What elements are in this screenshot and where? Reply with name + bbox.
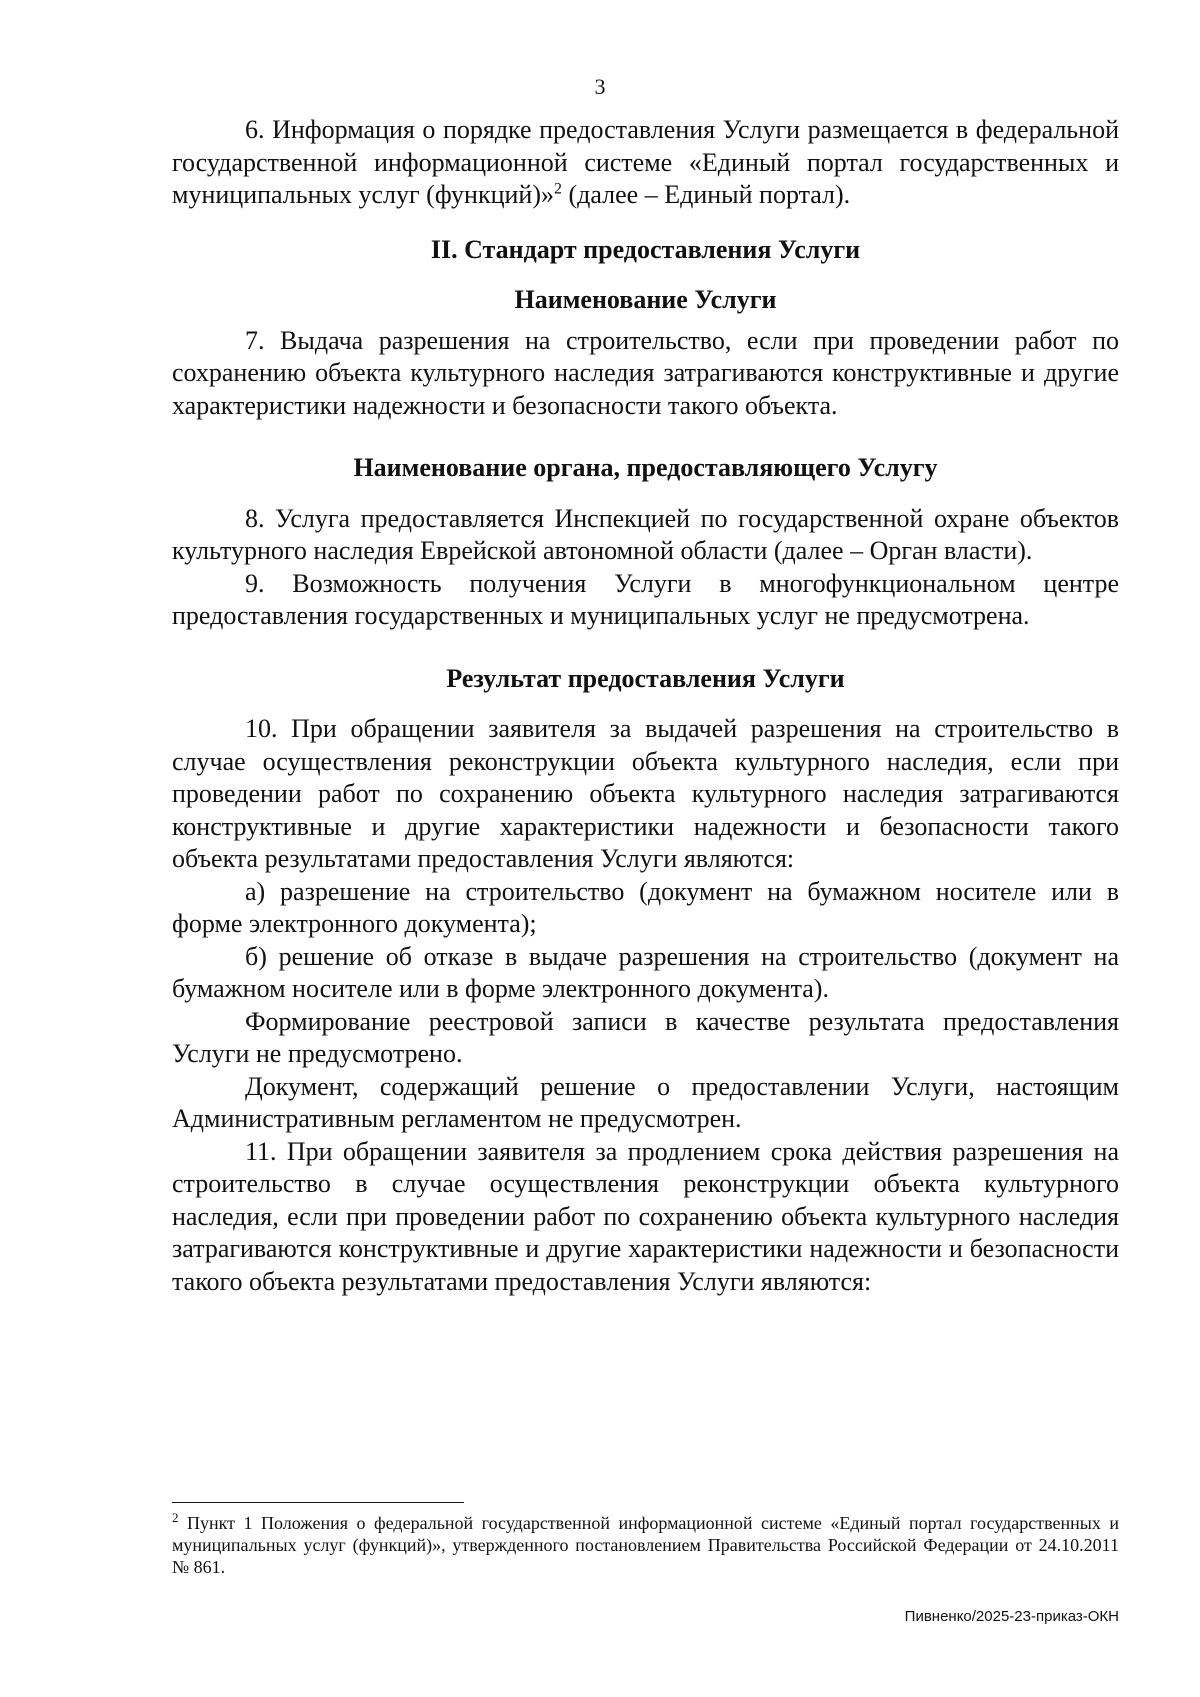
paragraph-6-tail: (далее – Единый портал). xyxy=(562,180,851,209)
paragraph-9: 9. Возможность получения Услуги в многофункциональном центре предоставления государственных и муниципальных услуг не предусмотрена. xyxy=(172,568,1119,630)
subheading-service-name: Наименование Услуги xyxy=(514,285,777,314)
footnote-reference[interactable]: 2 xyxy=(554,180,562,198)
paragraph-7: 7. Выдача разрешения на строительство, если при проведении работ по сохранению объекта культурного наследия затрагиваются конструктивные и другие характеристики надежности и безопасности такого объекта. xyxy=(172,325,1119,420)
document-code: Пивненко/2025-23-приказ-ОКН xyxy=(904,1608,1119,1625)
paragraph-10-c: Формирование реестровой записи в качестве результата предоставления Услуги не предусмотрено. xyxy=(172,1006,1119,1068)
section-heading: II. Стандарт предоставления Услуги xyxy=(430,234,861,264)
subheading-authority-name: Наименование органа, предоставляющего Услугу xyxy=(353,453,938,482)
footnote xyxy=(172,1512,1119,1578)
page-number: 3 xyxy=(594,74,606,99)
paragraph-10-a: а) разрешение на строительство (документ на бумажном носителе или в форме электронного документа); xyxy=(172,876,1119,938)
paragraph-8: 8. Услуга предоставляется Инспекцией по государственной охране объектов культурного наследия Еврейской автономной области (далее – Орган власти). xyxy=(172,503,1119,565)
paragraph-10: 10. При обращении заявителя за выдачей разрешения на строительство в случае осуществления реконструкции объекта культурного наследия, если при проведении работ по сохранению объекта культурного наследия затрагиваются конструктивные и другие характеристики надежности и безопасности такого объекта результатами предоставления Услуги являются: xyxy=(172,714,1119,873)
paragraph-10-d: Документ, содержащий решение о предоставлении Услуги, настоящим Административным регламентом не предусмотрен. xyxy=(172,1071,1119,1133)
footnote-divider xyxy=(172,1502,464,1503)
paragraph-11: 11. При обращении заявителя за продлением срока действия разрешения на строительство в случае осуществления реконструкции объекта культурного наследия, если при проведении работ по сохранению объекта культурного наследия затрагиваются конструктивные и другие характеристики надежности и безопасности такого объекта результатами предоставления Услуги являются: xyxy=(172,1136,1119,1296)
footnote-marker: 2 xyxy=(172,1510,179,1525)
paragraph-6 xyxy=(172,114,1119,212)
footnote-text: Пункт 1 Положения о федеральной государственной информационной системе «Единый портал государственных и муниципальных услуг (функций)», утвержденного постановлением Правительства Российской Федерации от 24.10.2011 № 861. xyxy=(172,1513,1119,1577)
document-body xyxy=(172,114,1119,1298)
subheading-result: Результат предоставления Услуги xyxy=(446,663,845,693)
paragraph-10-b: б) решение об отказе в выдаче разрешения на строительство (документ на бумажном носителе или в форме электронного документа). xyxy=(172,941,1119,1003)
paragraph-6-text: 6. Информация о порядке предоставления Услуги размещается в федеральной государственной информационной системе «Единый портал государственных и муниципальных услуг (функций)» xyxy=(172,115,1119,209)
